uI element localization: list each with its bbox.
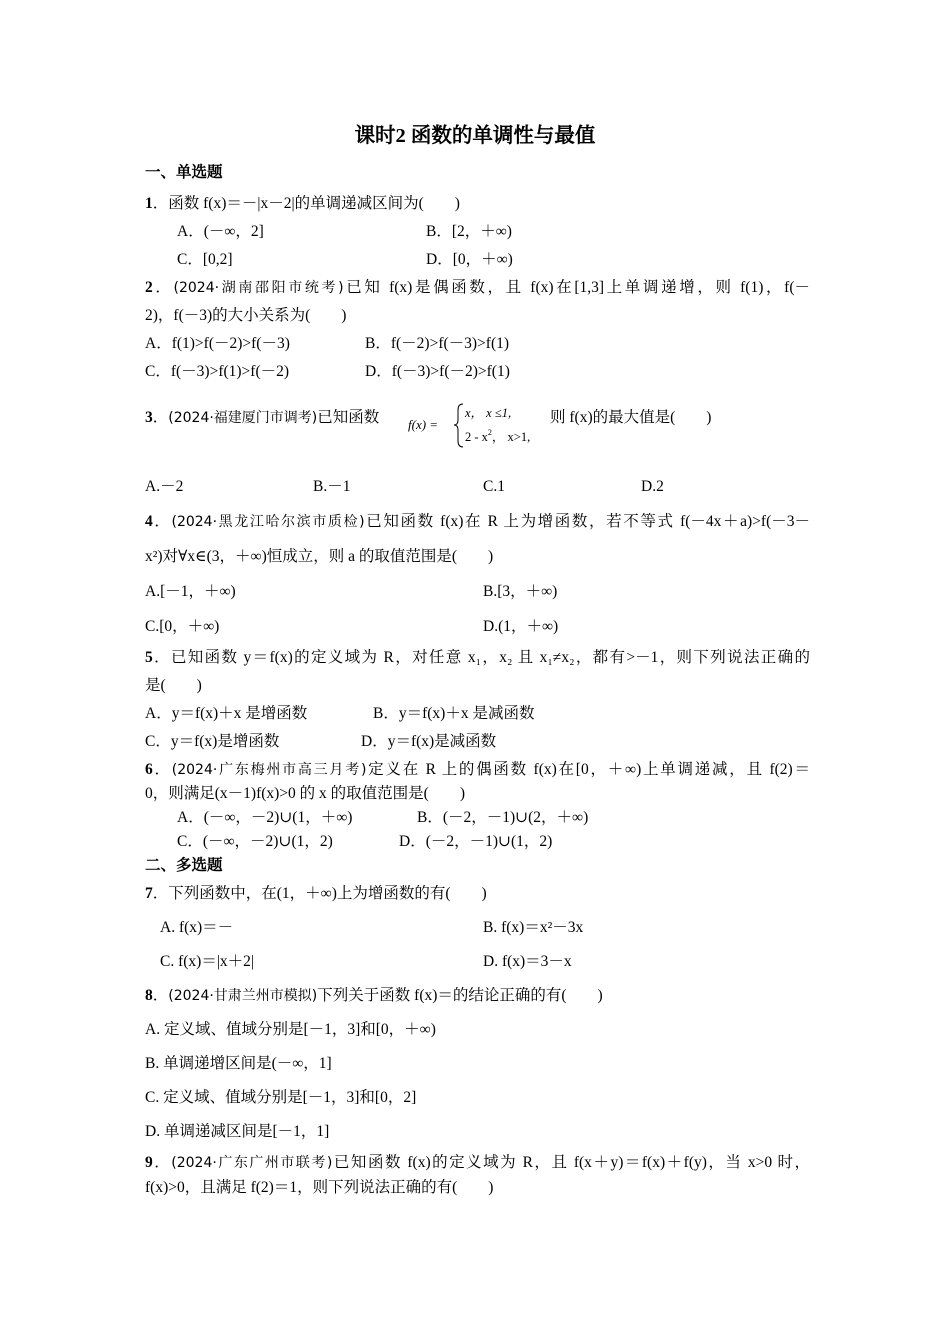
option-4c: C.[0，＋∞)	[145, 618, 220, 635]
option-8d: D. 单调递减区间是[－1，1]	[145, 1123, 330, 1140]
question-number: 1	[145, 195, 153, 212]
question-6-line-1: 6．(2024·广东梅州市高三月考)定义在 R 上的偶函数 f(x)在[0，＋∞)上单调递减，且 f(2)＝	[145, 761, 810, 778]
option-2b: B．f(－2)>f(－3)>f(1)	[365, 335, 510, 352]
option-1d: D．[0，＋∞)	[426, 251, 513, 268]
question-6-line-2: 0，则满足(x－1)f(x)>0 的 x 的取值范围是( )	[145, 785, 465, 802]
option-1b: B．[2，＋∞)	[426, 223, 512, 240]
question-3: 3．(2024·福建厦门市调考)已知函数	[145, 409, 380, 426]
question-9-line-1: 9．(2024·广东广州市联考)已知函数 f(x)的定义域为 R，且 f(x＋y)＝f(x)＋f(y)，当 x>0 时，	[145, 1154, 810, 1171]
question-text: 已知 f(x)是偶函数，且 f(x)在[1,3]上单调递增，则 f(1)，f(－	[343, 279, 810, 296]
question-number: 6	[145, 761, 153, 778]
question-number: 2	[145, 279, 153, 296]
question-8: 8．(2024·甘肃兰州市模拟)下列关于函数 f(x)＝的结论正确的有( )	[145, 987, 603, 1004]
option-2d: D．f(－3)>f(－2)>f(1)	[365, 363, 510, 380]
option-4b: B.[3，＋∞)	[483, 583, 558, 600]
question-number: 3	[145, 409, 153, 426]
option-1a: A．(－∞，2]	[177, 223, 264, 240]
piece-case-2: 2 - x	[465, 430, 488, 444]
option-1c: C．[0,2]	[177, 251, 233, 268]
question-text: 已知函数 f(x)在 R 上为增函数，若不等式 f(－4x＋a)>f(－3－	[364, 513, 810, 530]
option-3b: B.－1	[313, 478, 351, 495]
option-4a: A.[－1，＋∞)	[145, 583, 236, 600]
page-title: 课时2 函数的单调性与最值	[354, 125, 596, 147]
question-text: 已知函数 f(x)的定义域为 R，且 f(x＋y)＝f(x)＋f(y)，当 x>0 时，	[332, 1154, 810, 1171]
option-8a: A. 定义域、值域分别是[－1，3]和[0，＋∞)	[145, 1021, 436, 1038]
question-9-line-2: f(x)>0，且满足 f(2)＝1，则下列说法正确的有( )	[145, 1179, 494, 1196]
option-6b: B．(－2，－1)∪(2，＋∞)	[417, 809, 589, 826]
left-brace-icon	[454, 404, 463, 447]
option-7a: A. f(x)＝－	[160, 919, 234, 936]
question-text: 定义在 R 上的偶函数 f(x)在[0，＋∞)上单调递减，且 f(2)＝	[366, 761, 810, 778]
question-text: 下列关于函数 f(x)＝的结论正确的有( )	[317, 987, 603, 1004]
question-source: (2024·湖南邵阳市统考)	[173, 280, 344, 296]
svg-text:2 - x2， x>1,: $2 - x^2$， x>1,	[465, 428, 531, 444]
question-source: (2024·甘肃兰州市模拟)	[168, 988, 318, 1004]
question-number: 9	[145, 1154, 153, 1171]
question-text: 已知函数	[317, 409, 380, 426]
option-3d: D.2	[641, 478, 664, 495]
option-2c: C．f(－3)>f(1)>f(－2)	[145, 363, 290, 380]
question-number: 4	[145, 513, 153, 530]
piecewise-function-formula	[405, 399, 555, 451]
option-3c: C.1	[483, 478, 505, 495]
question-number: 7	[145, 885, 153, 902]
question-source: (2024·黑龙江哈尔滨市质检)	[171, 514, 365, 530]
question-5-line-2: 是( )	[145, 677, 202, 694]
question-text: ．已知函数 y＝f(x)的定义域为 R，对任意 x₁，x₂ 且 x₁≠x₂，都有>－1，则下列说法正确的	[152, 649, 810, 666]
option-5a: A．y＝f(x)＋x 是增函数	[145, 705, 308, 722]
question-source: (2024·广东梅州市高三月考)	[171, 762, 367, 778]
question-7	[145, 884, 487, 904]
option-2a: A．f(1)>f(－2)>f(－3)	[145, 335, 290, 352]
option-6c: C．(－∞，－2)∪(1，2)	[177, 833, 333, 850]
question-4-line-1: 4．(2024·黑龙江哈尔滨市质检)已知函数 f(x)在 R 上为增函数，若不等式 f(－4x＋a)>f(－3－	[145, 513, 810, 530]
question-4-line-2: x²)对∀x∈(3，＋∞)恒成立，则 a 的取值范围是( )	[145, 548, 494, 565]
option-5c: C．y＝f(x)是增函数	[145, 733, 280, 750]
question-text: ．函数 f(x)＝－|x－2|的单调递减区间为( )	[152, 195, 460, 212]
option-7d: D. f(x)＝3－x	[483, 953, 572, 970]
option-8c: C. 定义域、值域分别是[－1，3]和[0，2]	[145, 1089, 417, 1106]
question-3-tail: 则 f(x)的最大值是( )	[550, 409, 712, 426]
question-2-line-1: 2．(2024·湖南邵阳市统考)已知 f(x)是偶函数，且 f(x)在[1,3]上单调递增，则 f(1)，f(－	[145, 279, 810, 296]
option-7b: B. f(x)＝x²－3x	[483, 919, 584, 936]
option-6d: D．(－2，－1)∪(1，2)	[399, 833, 553, 850]
option-3a: A.－2	[145, 478, 184, 495]
question-source: (2024·广东广州市联考)	[171, 1155, 333, 1171]
option-5d: D．y＝f(x)是减函数	[361, 733, 497, 750]
option-7c: C. f(x)＝|x＋2|	[160, 953, 255, 970]
question-number: 5	[145, 649, 153, 666]
question-number: 8	[145, 987, 153, 1004]
piecewise-lhs: f(x) =	[408, 417, 439, 432]
piece-case-2-cond: ， x>1,	[491, 430, 531, 444]
question-text: ．下列函数中，在(1，＋∞)上为增函数的有( )	[152, 885, 487, 902]
question-2-line-2: 2)，f(－3)的大小关系为( )	[145, 307, 347, 324]
section-heading-single: 一、单选题	[145, 164, 223, 181]
option-8b: B. 单调递增区间是(－∞，1]	[145, 1055, 332, 1072]
question-1	[145, 194, 460, 214]
section-heading-multi: 二、多选题	[145, 857, 223, 874]
piece-case-1: x， x ≤1,	[465, 406, 512, 420]
option-6a: A．(－∞，－2)∪(1，＋∞)	[177, 809, 353, 826]
question-5-line-1	[145, 648, 810, 668]
question-source: (2024·福建厦门市调考)	[168, 410, 318, 426]
option-5b: B．y＝f(x)＋x 是减函数	[373, 705, 535, 722]
option-4d: D.(1，＋∞)	[483, 618, 559, 635]
